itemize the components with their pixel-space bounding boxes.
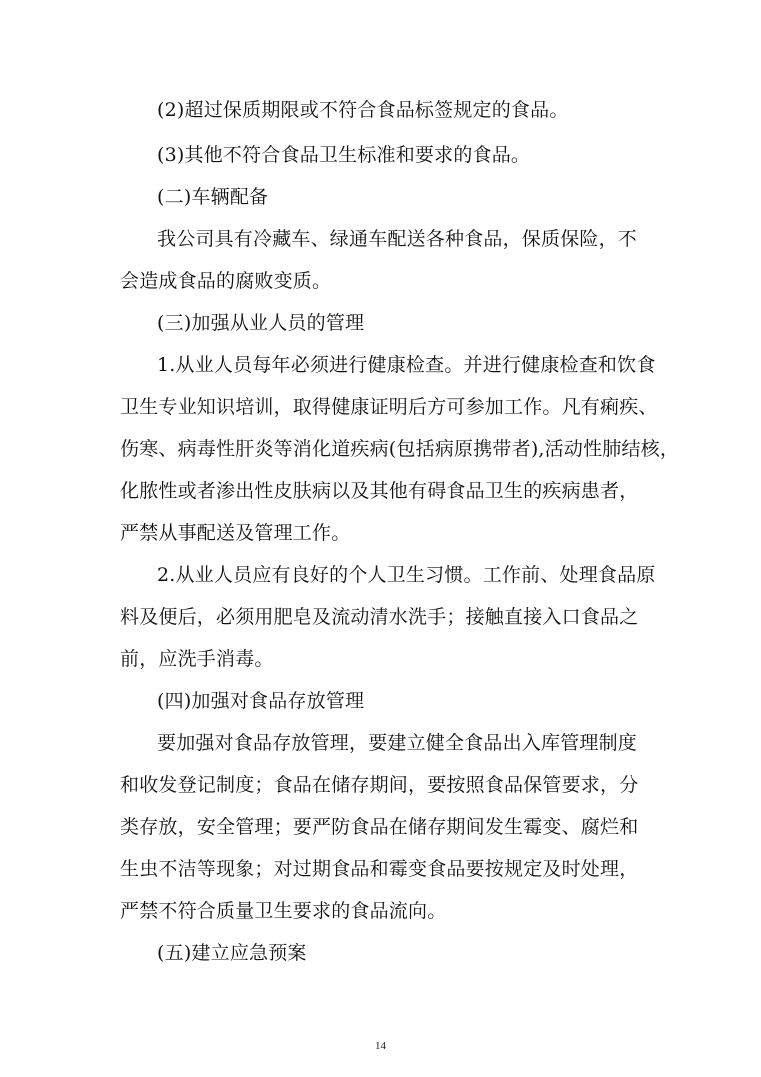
paragraph-line: (3)其他不符合食品卫生标准和要求的食品。	[157, 144, 531, 166]
paragraph-line: 我公司具有冷藏车、绿通车配送各种食品，保质保险，不	[157, 228, 638, 250]
section-heading: (四)加强对食品存放管理	[157, 690, 365, 712]
paragraph-line: 化脓性或者渗出性皮肤病以及其他有碍食品卫生的疾病患者，	[120, 480, 639, 502]
section-heading: (五)建立应急预案	[157, 942, 307, 964]
paragraph-line: (2)超过保质期限或不符合食品标签规定的食品。	[157, 99, 569, 121]
paragraph-line: 生虫不洁等现象；对过期食品和霉变食品要按规定及时处理，	[120, 858, 639, 880]
paragraph-line: 严禁从事配送及管理工作。	[120, 522, 351, 544]
section-heading: (二)车辆配备	[157, 186, 269, 208]
paragraph-line: 料及便后，必须用肥皂及流动清水洗手；接触直接入口食品之	[120, 606, 639, 628]
paragraph-line: 1.从业人员每年必须进行健康检查。并进行健康检查和饮食	[157, 354, 656, 376]
paragraph-line: 会造成食品的腐败变质。	[120, 270, 332, 292]
paragraph-line: 严禁不符合质量卫生要求的食品流向。	[120, 900, 447, 922]
paragraph-line: 伤寒、病毒性肝炎等消化道疾病(包括病原携带者),活动性肺结核，	[120, 438, 680, 460]
paragraph-line: 要加强对食品存放管理，要建立健全食品出入库管理制度	[157, 732, 638, 754]
paragraph-line: 2.从业人员应有良好的个人卫生习惯。工作前、处理食品原	[157, 564, 656, 586]
paragraph-line: 和收发登记制度；食品在储存期间，要按照食品保管要求，分	[120, 774, 639, 796]
paragraph-line: 卫生专业知识培训，取得健康证明后方可参加工作。凡有痢疾、	[120, 396, 658, 418]
paragraph-line: 前，应洗手消毒。	[120, 648, 274, 670]
page-number: 14	[375, 1040, 386, 1052]
section-heading: (三)加强从业人员的管理	[157, 312, 365, 334]
paragraph-line: 类存放，安全管理；要严防食品在储存期间发生霉变、腐烂和	[120, 816, 639, 838]
